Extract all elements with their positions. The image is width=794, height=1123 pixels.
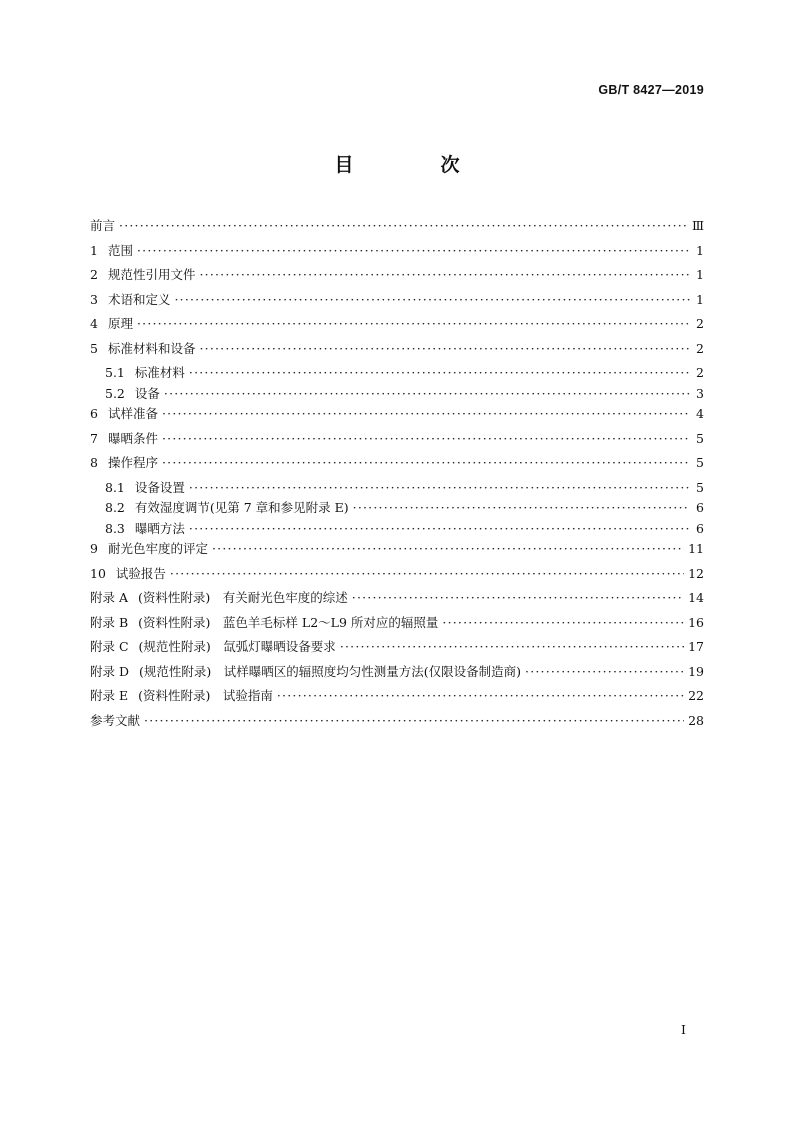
toc-entry-number: 附录 A <box>90 590 129 605</box>
toc-entry-title: (资料性附录) 蓝色羊毛标样 L2～L9 所对应的辐照量 <box>138 614 439 630</box>
toc-entry-page: 1 <box>696 291 704 307</box>
toc-entry-page: 11 <box>688 541 704 556</box>
toc-entry-number: 10 <box>90 565 106 581</box>
toc-entry[interactable] <box>90 519 704 540</box>
toc-entry-number: 6 <box>90 406 98 421</box>
toc-entry-number: 3 <box>90 291 98 307</box>
toc-entry-number: 5.1 <box>105 365 125 380</box>
toc-entry-number: 5.2 <box>105 385 125 401</box>
toc-entry[interactable] <box>90 363 704 384</box>
toc-dot-leader <box>144 713 684 728</box>
toc-entry[interactable] <box>90 662 704 687</box>
toc-entry[interactable] <box>90 453 704 478</box>
toc-dot-leader <box>164 386 690 401</box>
toc-entry-page: 16 <box>688 614 704 630</box>
toc-entry[interactable] <box>90 588 704 613</box>
toc-entry-title: 有效湿度调节(见第 7 章和参见附录 E) <box>134 500 349 515</box>
toc-entry-page: 6 <box>696 500 704 515</box>
toc-entry-title: 曝晒条件 <box>107 430 158 446</box>
toc-entry-page: 2 <box>696 365 704 380</box>
toc-entry-page: 12 <box>688 565 704 581</box>
toc-entry-page: 19 <box>688 663 704 679</box>
toc-entry[interactable] <box>90 290 704 315</box>
toc-entry-title: 规范性引用文件 <box>107 267 196 282</box>
toc-entry[interactable] <box>90 613 704 638</box>
toc-entry[interactable] <box>90 564 704 589</box>
toc-entry[interactable] <box>90 498 704 519</box>
toc-entry-page: 5 <box>696 430 704 446</box>
toc-dot-leader <box>199 267 690 282</box>
toc-entry-number: 附录 D <box>90 663 129 679</box>
toc-entry[interactable] <box>90 711 704 736</box>
toc-entry-page: 3 <box>696 385 704 401</box>
toc-entry-page: 6 <box>696 520 704 536</box>
toc-entry[interactable] <box>90 686 704 711</box>
toc-entry-title: 参考文献 <box>90 712 141 728</box>
toc-entry-title: 试验报告 <box>115 565 166 581</box>
toc-entry-title: 标准材料和设备 <box>107 340 196 356</box>
toc-entry-title: (资料性附录) 有关耐光色牢度的综述 <box>138 590 348 605</box>
toc-entry[interactable] <box>90 241 704 266</box>
toc-entry-page: 17 <box>688 639 704 654</box>
toc-dot-leader <box>340 639 684 654</box>
toc-entry-number: 5 <box>90 340 98 356</box>
toc-dot-leader <box>353 500 690 515</box>
toc-dot-leader <box>189 521 690 536</box>
toc-entry[interactable] <box>90 265 704 290</box>
toc-entry-title: 设备 <box>134 385 160 401</box>
toc-dot-leader <box>352 590 684 605</box>
toc-entry-page: 1 <box>696 267 704 282</box>
toc-entry[interactable] <box>90 539 704 564</box>
toc-entry-number: 附录 E <box>90 688 129 703</box>
toc-dot-leader <box>119 218 688 233</box>
toc-entry-title: 术语和定义 <box>107 291 171 307</box>
toc-entry[interactable] <box>90 429 704 454</box>
toc-entry-page: 2 <box>696 316 704 331</box>
toc-entry-title: (规范性附录) 试样曝晒区的辐照度均匀性测量方法(仅限设备制造商) <box>139 663 522 679</box>
toc-entry-page: 5 <box>696 479 704 495</box>
toc-entry-page: 28 <box>688 712 704 728</box>
toc-dot-leader <box>212 541 684 556</box>
toc-dot-leader <box>199 341 690 356</box>
toc-dot-leader <box>174 292 690 307</box>
toc-entry-page: Ⅲ <box>691 218 704 233</box>
toc-entry-number: 4 <box>90 316 98 331</box>
toc-entry-title: 耐光色牢度的评定 <box>107 541 208 556</box>
toc-dot-leader <box>170 566 684 581</box>
toc-entry-title: 前言 <box>90 218 116 233</box>
toc-dot-leader <box>162 406 690 421</box>
toc-entry[interactable] <box>90 314 704 339</box>
toc-dot-leader <box>525 664 684 679</box>
table-of-contents <box>90 216 704 735</box>
toc-dot-leader <box>277 688 684 703</box>
toc-entry-number: 8.1 <box>105 479 125 495</box>
toc-dot-leader <box>137 243 690 258</box>
toc-entry-number: 2 <box>90 267 98 282</box>
toc-dot-leader <box>137 316 690 331</box>
toc-entry[interactable] <box>90 478 704 499</box>
toc-entry-number: 附录 B <box>90 614 129 630</box>
toc-entry[interactable] <box>90 637 704 662</box>
toc-entry-page: 5 <box>696 455 704 470</box>
toc-entry-page: 4 <box>696 406 704 421</box>
toc-dot-leader <box>162 431 690 446</box>
toc-entry[interactable] <box>90 384 704 405</box>
toc-entry-page: 22 <box>688 688 704 703</box>
toc-entry-page: 1 <box>696 242 704 258</box>
toc-entry-title: (规范性附录) 氙弧灯曝晒设备要求 <box>138 639 336 654</box>
toc-entry-number: 1 <box>90 242 98 258</box>
toc-entry-page: 2 <box>696 340 704 356</box>
toc-entry-title: 范围 <box>107 242 133 258</box>
toc-entry-number: 附录 C <box>90 639 129 654</box>
toc-entry-number: 7 <box>90 430 98 446</box>
toc-entry-title: 操作程序 <box>107 455 158 470</box>
toc-entry-number: 8.2 <box>105 500 125 515</box>
toc-entry[interactable] <box>90 216 704 241</box>
toc-entry-title: 曝晒方法 <box>134 520 185 536</box>
toc-entry[interactable] <box>90 404 704 429</box>
toc-entry-title: 原理 <box>107 316 133 331</box>
page-title: 目 次 <box>334 154 494 176</box>
page-number: I <box>681 1022 686 1037</box>
toc-entry-number: 8.3 <box>105 520 125 536</box>
toc-dot-leader <box>189 365 690 380</box>
toc-entry-title: 标准材料 <box>134 365 185 380</box>
toc-entry-number: 8 <box>90 455 98 470</box>
toc-dot-leader <box>162 455 690 470</box>
toc-dot-leader <box>442 615 684 630</box>
standard-code: GB/T 8427—2019 <box>598 83 704 97</box>
toc-entry[interactable] <box>90 339 704 364</box>
toc-entry-title: 试样准备 <box>107 406 158 421</box>
toc-dot-leader <box>189 480 690 495</box>
toc-entry-title: (资料性附录) 试验指南 <box>138 688 273 703</box>
toc-entry-title: 设备设置 <box>134 479 185 495</box>
toc-entry-page: 14 <box>688 590 704 605</box>
toc-entry-number: 9 <box>90 541 98 556</box>
